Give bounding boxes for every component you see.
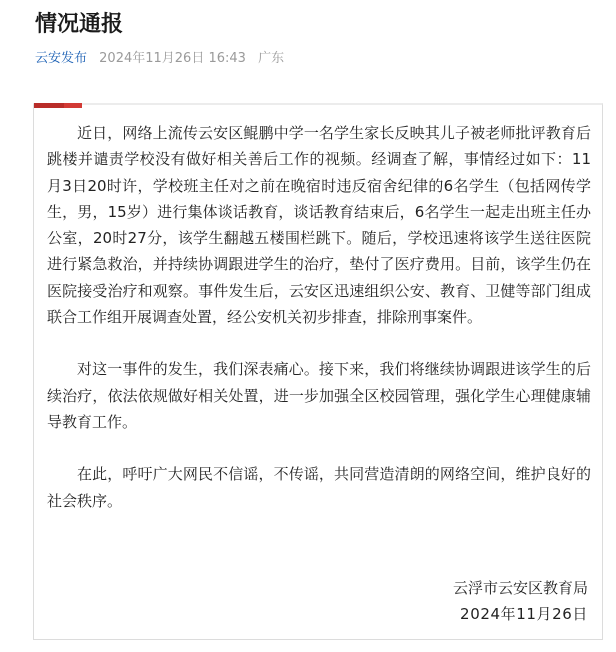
accent-bar-segment	[34, 103, 64, 108]
signature-date: 2024年11月26日	[460, 605, 588, 623]
page-title: 情况通报	[35, 12, 124, 37]
signature-organization: 云浮市云安区教育局	[452, 579, 588, 597]
article-meta	[35, 50, 284, 68]
notice-signature	[453, 575, 588, 627]
accent-bar	[34, 103, 82, 108]
notice-box	[33, 103, 603, 640]
publish-date: 2024年11月26日 16:43	[99, 51, 246, 66]
notice-body	[47, 120, 591, 514]
notice-paragraph-1: 近日，网络上流传云安区鲲鹏中学一名学生家长反映其儿子被老师批评教育后跳楼并谴责学校没有做好相关善后工作的视频。经调查了解，事情经过如下：11月3日20时许，学校班主任对之前在晚宿时违反宿舍纪律的6名学生（包括网传学生，男，15岁）进行集体谈话教育，谈话教育结束后，6名学生一起走出班主任办公室，20时27分，该学生翻越五楼围栏跳下。随后，学校迅速将该学生送往医院进行紧急救治，并持续协调跟进学生的治疗，垫付了医疗费用。目前，该学生仍在医院接受治疗和观察。事件发生后，云安区迅速组织公安、教育、卫健等部门组成联合工作组开展调查处置，经公安机关初步排查，排除刑事案件。	[47, 124, 591, 327]
source-link[interactable]: 云安发布	[35, 51, 88, 66]
publish-region: 广东	[258, 51, 285, 66]
notice-paragraph-3: 在此，呼吁广大网民不信谣，不传谣，共同营造清朗的网络空间，维护良好的社会秩序。	[47, 465, 591, 510]
notice-paragraph-2: 对这一事件的发生，我们深表痛心。接下来，我们将继续协调跟进该学生的后续治疗，依法依规做好相关处置，进一步加强全区校园管理，强化学生心理健康辅导教育工作。	[47, 360, 591, 431]
